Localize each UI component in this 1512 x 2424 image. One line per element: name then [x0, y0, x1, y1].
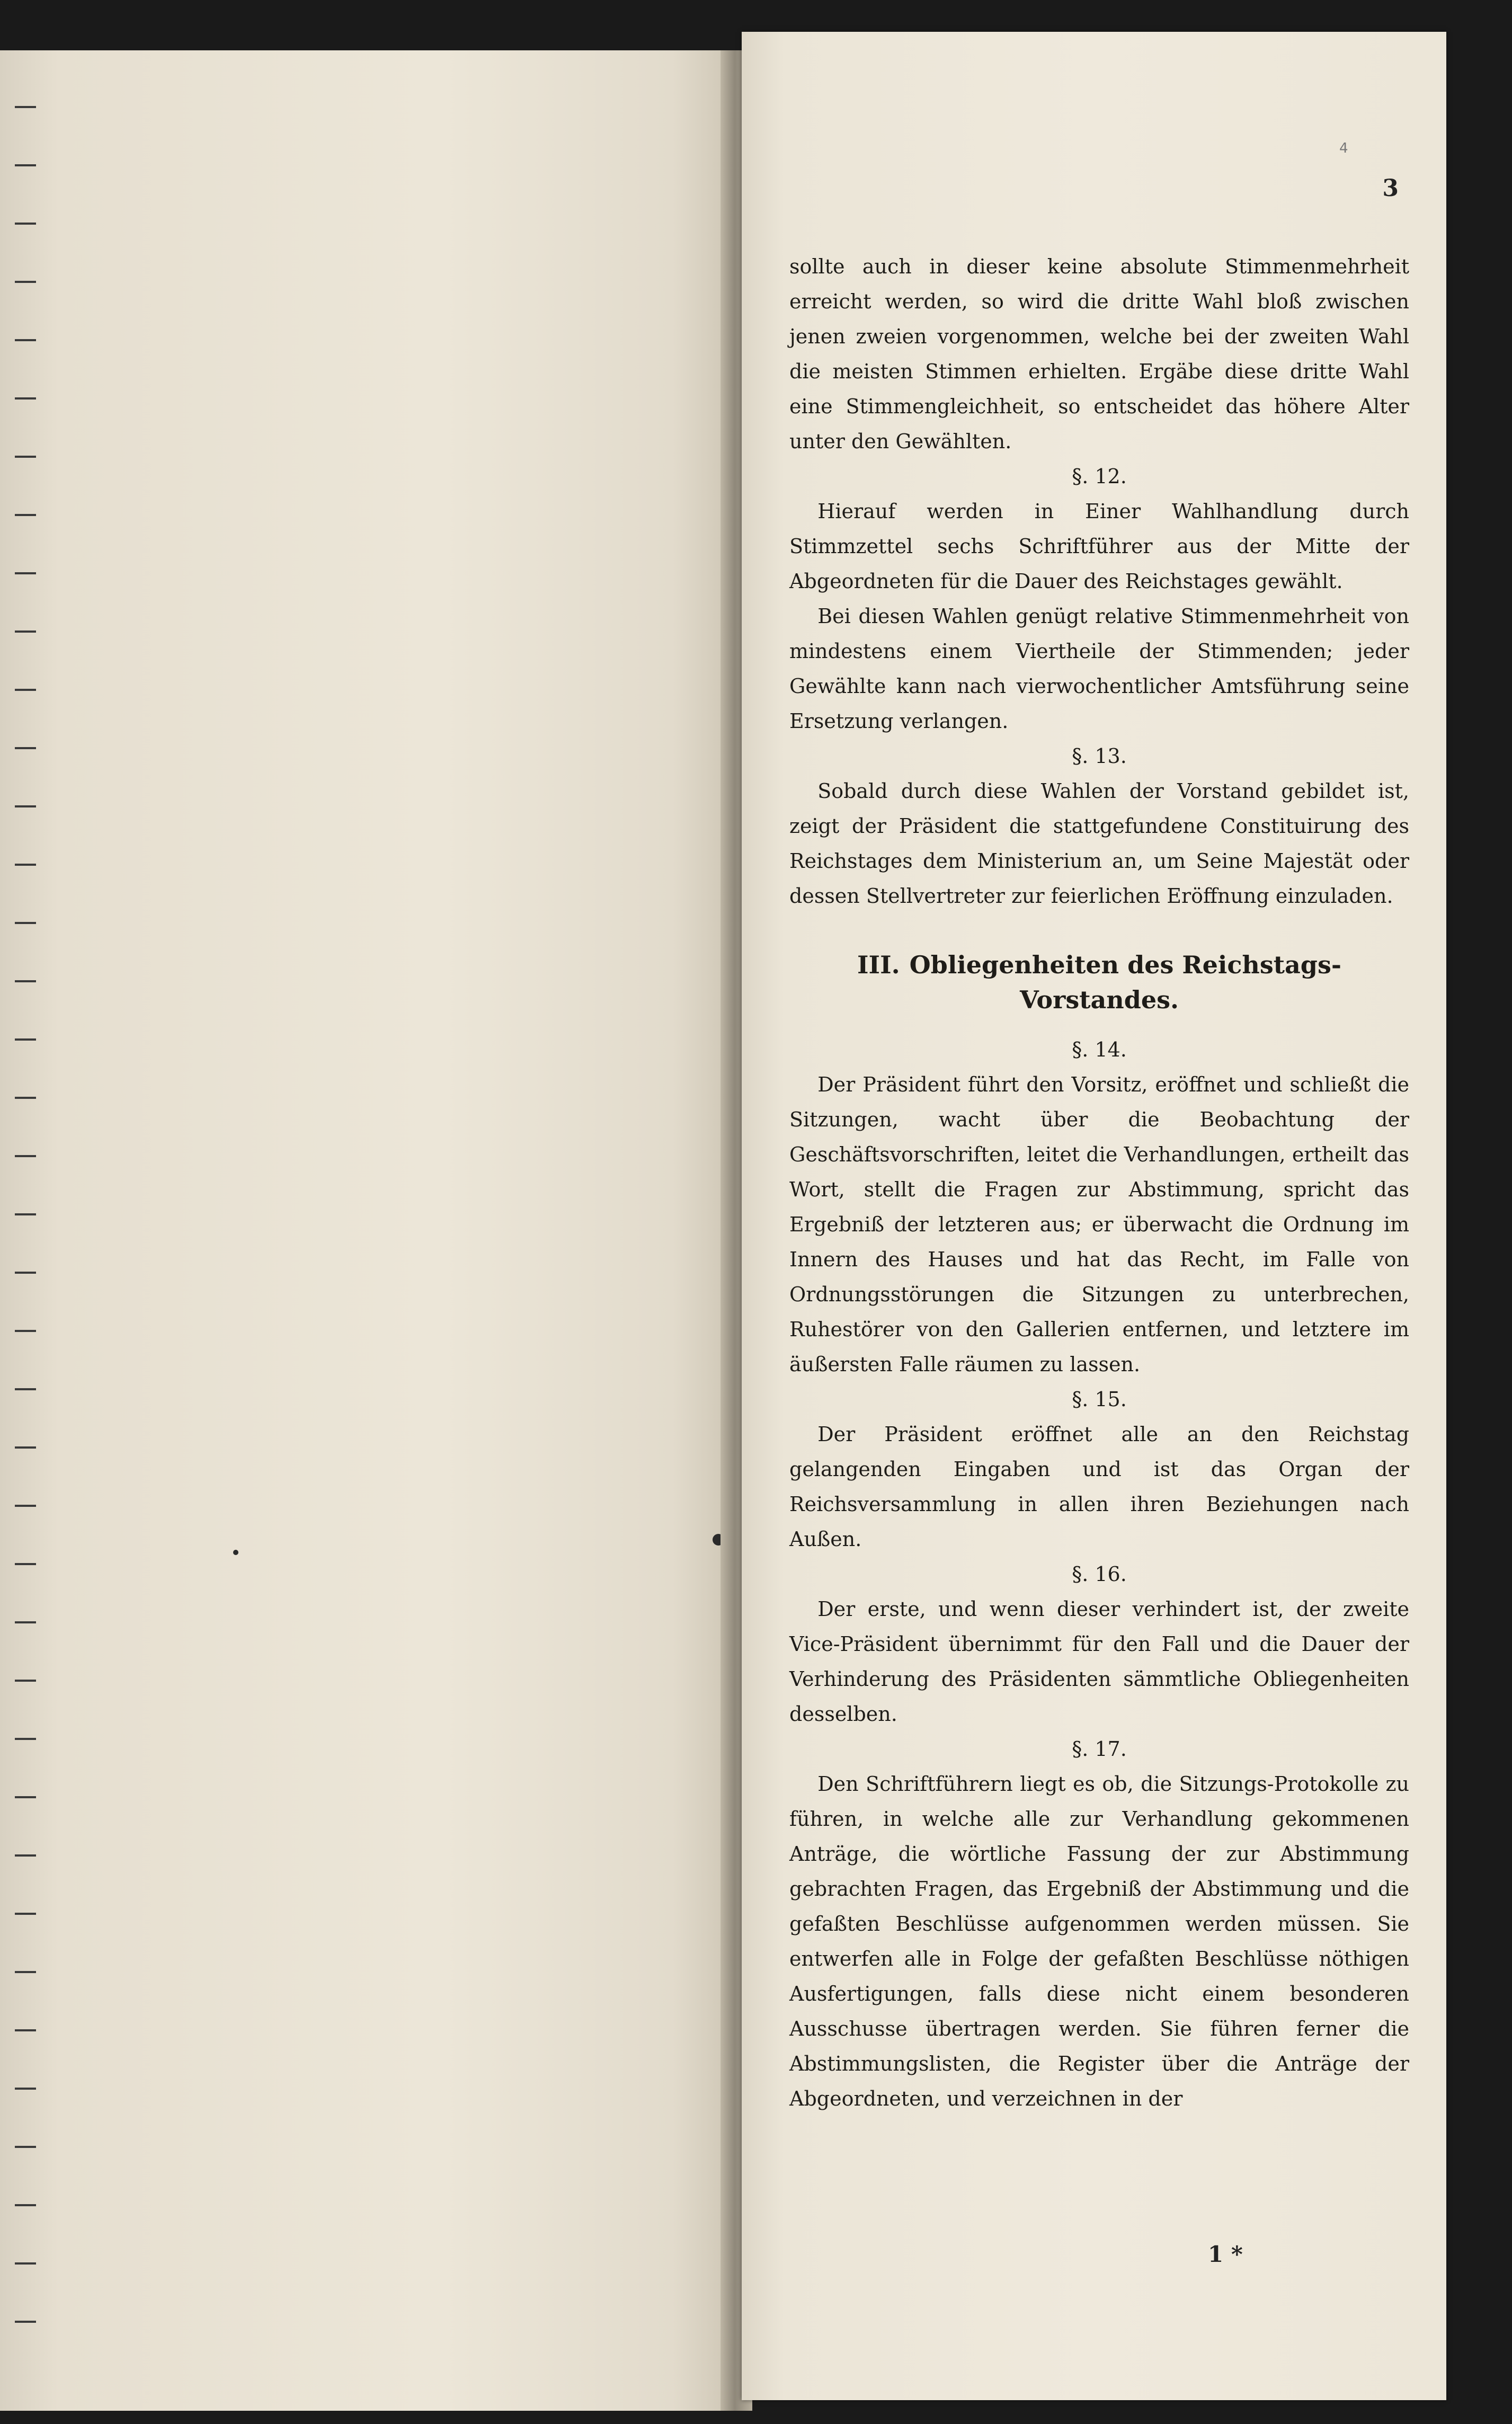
ruler-tick [15, 1738, 36, 1740]
ruler-tick [15, 689, 36, 691]
ruler-tick [15, 2204, 36, 2206]
ruler-tick [15, 339, 36, 341]
ruler-tick [15, 2262, 36, 2265]
printer-signature-mark: 1 * [1208, 2241, 1243, 2267]
ruler-tick [15, 164, 36, 166]
ruler-tick [15, 2088, 36, 2090]
paragraph: Der erste, und wenn dieser verhindert ist, der zweite Vice-Präsident übernimmt für den Fall und die Dauer der Verhinderung des Präsidenten sämmtliche Obliegenheiten desselben. [789, 1597, 1409, 1726]
ruler-tick [15, 223, 36, 225]
paragraph: Sobald durch diese Wahlen der Vorstand gebildet ist, zeigt der Präsident die stattgefundene Constituirung des Reichstages dem Ministerium an, um Seine Majestät oder dessen Stellvertreter zur feierlichen Eröffnung einzuladen. [789, 779, 1409, 908]
ruler-tick [15, 1680, 36, 1682]
chapter-heading [789, 947, 1409, 1017]
chapter-title: Obliegenheiten des Reichstags-Vorstandes. [909, 951, 1341, 1014]
section-number: §. 15. [1072, 1388, 1127, 1411]
ruler-tick [15, 805, 36, 807]
paragraph: sollte auch in dieser keine absolute Stimmenmehrheit erreicht werden, so wird die dritte Wahl bloß zwischen jenen zweien vorgenommen, welche bei der zweiten Wahl die meisten Stimmen erhielten. Ergäbe diese dritte Wahl eine Stimmengleichheit, so entscheidet das höhere Alter unter den Gewählten. [789, 255, 1409, 453]
pencil-mark: 4 [1339, 140, 1348, 156]
section-number: §. 13. [1072, 744, 1127, 768]
ruler-tick [15, 1388, 36, 1390]
ink-speck [233, 1550, 238, 1555]
ruler-tick [15, 397, 36, 399]
ruler-tick [15, 864, 36, 866]
left-page-verso [0, 50, 731, 2411]
ruler-tick [15, 572, 36, 574]
text-column [789, 249, 1409, 2116]
ruler-tick [15, 1621, 36, 1623]
ruler-tick [15, 1155, 36, 1157]
ruler-tick [15, 1272, 36, 1274]
ruler-tick [15, 922, 36, 924]
ruler-tick [15, 2321, 36, 2323]
ruler-tick [15, 1913, 36, 1915]
chapter-numeral: III. [857, 951, 900, 979]
ruler-tick [15, 1097, 36, 1099]
section-number: §. 12. [1072, 465, 1127, 488]
ruler-tick [15, 1971, 36, 1973]
ruler-tick [15, 1330, 36, 1332]
paragraph: Den Schriftführern liegt es ob, die Sitzungs-Protokolle zu führen, in welche alle zur Verhandlung gekommenen Anträge, die wörtliche Fassung der zur Abstimmung gebrachten Fragen, das Ergebniß der Abstimmung und die gefaßten Beschlüsse aufgenommen werden müssen. Sie entwerfen alle in Folge der gefaßten Beschlüsse nöthigen Ausfertigungen, falls diese nicht einem besonderen Ausschusse übertragen werden. Sie führen ferner die Abstimmungslisten, die Register über die Anträge der Abgeordneten, und verzeichnen in der [789, 1772, 1409, 2110]
ruler-tick [15, 1446, 36, 1449]
ruler-tick [15, 456, 36, 458]
ruler-tick [15, 1505, 36, 1507]
section-number: §. 17. [1072, 1737, 1127, 1761]
ruler-tick [15, 1213, 36, 1215]
ruler-tick [15, 631, 36, 633]
ruler-tick [15, 1796, 36, 1798]
paragraph: Hierauf werden in Einer Wahlhandlung durch Stimmzettel sechs Schriftführer aus der Mitte der Abgeordneten für die Dauer des Reichstages gewählt. [789, 500, 1409, 593]
section-number: §. 16. [1072, 1562, 1127, 1586]
ruler-tick [15, 281, 36, 283]
ruler-tick [15, 2146, 36, 2148]
right-page-recto [742, 32, 1446, 2400]
ruler-tick [15, 1563, 36, 1565]
section-number: §. 14. [1072, 1038, 1127, 1061]
ruler-tick [15, 980, 36, 982]
paragraph: Bei diesen Wahlen genügt relative Stimmenmehrheit von mindestens einem Viertheile der Stimmenden; jeder Gewählte kann nach vierwochentlicher Amtsführung seine Ersetzung verlangen. [789, 605, 1409, 733]
ruler-tick [15, 1854, 36, 1857]
ruler-tick [15, 106, 36, 108]
paragraph: Der Präsident eröffnet alle an den Reichstag gelangenden Eingaben und ist das Organ der Reichsversammlung in allen ihren Beziehungen nach Außen. [789, 1423, 1409, 1551]
ruler-tick [15, 747, 36, 749]
ruler-tick [15, 514, 36, 516]
page-number: 3 [1382, 175, 1399, 202]
ruler-tick [15, 1038, 36, 1041]
paragraph: Der Präsident führt den Vorsitz, eröffnet und schließt die Sitzungen, wacht über die Beobachtung der Geschäftsvorschriften, leitet die Verhandlungen, ertheilt das Wort, stellt die Fragen zur Abstimmung, spricht das Ergebniß der letzteren aus; er überwacht die Ordnung im Innern des Hauses und hat das Recht, im Falle von Ordnungsstörungen die Sitzungen zu unterbrechen, Ruhestörer von den Gallerien entfernen, und letztere im äußersten Falle räumen zu lassen. [789, 1073, 1409, 1376]
ruler-tick [15, 2029, 36, 2031]
edge-ruler [0, 50, 58, 2411]
